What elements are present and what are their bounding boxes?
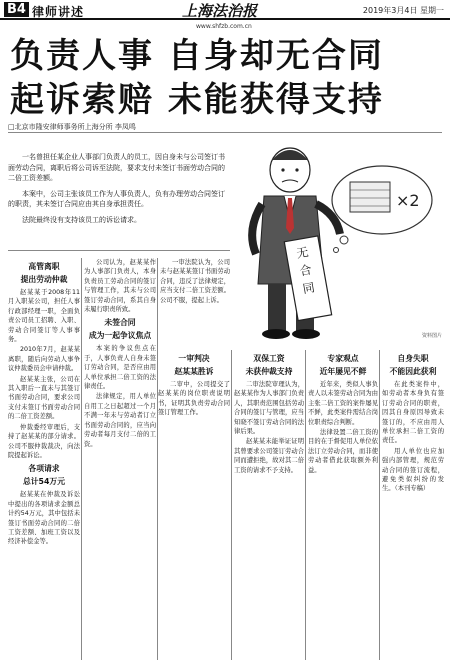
headline-line2: 起诉索赔 未能获得支持 (10, 80, 384, 120)
lead-paragraph: 本案中，公司主张该员工作为人事负责人，负有办理劳动合同签订的职责，其未签订合同应由其自身承担责任。 (8, 189, 225, 209)
subheading: 提出劳动仲裁 (20, 275, 68, 284)
body-paragraph: 二审中，公司提交了赵某某的岗位职责说明书，证明其负责劳动合同签订管理工作。 (158, 381, 230, 417)
subheading: 赵某某胜诉 (174, 367, 214, 376)
body-column-7 (382, 350, 444, 495)
body-column-6 (308, 350, 378, 476)
subheading: 各项请求 (28, 464, 60, 474)
column-divider (157, 258, 158, 660)
body-paragraph: 二审法院审理认为，赵某某作为人事部门负责人，其职责范围包括劳动合同的签订与管理，应当知晓不签订劳动合同的法律后果。 (234, 381, 304, 436)
issue-date: 2019年3月4日 星期一 (362, 6, 444, 15)
column-divider (305, 350, 306, 660)
column-divider (81, 258, 82, 660)
body-paragraph: 在此类案件中，如劳动者本身负有签订劳动合同的职责，因其自身原因导致未签订的，不应由用人单位承担二倍工资的责任。 (382, 381, 444, 445)
newspaper-masthead: 上海法治报 (182, 2, 258, 20)
column-divider (231, 350, 232, 660)
svg-text:×2: ×2 (396, 191, 420, 210)
lead-paragraph: 一名曾担任某企业人事部门负责人的员工，因自身未与公司签订书面劳动合同，离职后将公司诉至法院，要求支付未签订书面劳动合同的二倍工资差额。 (8, 153, 225, 183)
website-url: www.shfzb.com.cn (196, 23, 252, 30)
body-column-5 (234, 350, 304, 476)
subheading: 高管离职 (28, 262, 60, 271)
body-column-1 (8, 258, 80, 548)
lead-paragraph: 法院最终没有支持该员工的诉讼请求。 (22, 215, 141, 224)
headline-divider (8, 132, 442, 133)
body-paragraph: 赵某某在仲裁及诉讼中提出的各项请求金额总计约54万元，其中包括未签订书面劳动合同的二倍工资差额、加班工资以及经济补偿金等。 (8, 491, 80, 546)
subheading: 一审判决 (178, 354, 210, 363)
svg-text:合: 合 (298, 262, 313, 279)
subheading: 近年屡见不鲜 (319, 367, 367, 376)
body-paragraph: 仲裁委经审理后，支持了赵某某的部分请求。公司不服仲裁裁决，向法院提起诉讼。 (8, 423, 80, 459)
body-paragraph: 赵某某于2008年11月入职某公司，担任人事行政部经理一职，全面负责公司员工招聘、入职、劳动合同签订等人事事务。 (8, 289, 80, 344)
illustration-credit: 资料图片 (421, 333, 442, 339)
subheading: 不能因此获利 (389, 367, 437, 376)
body-paragraph: 公司认为，赵某某作为人事部门负责人，本身负责员工劳动合同的签订与管理工作，其未与公司签订劳动合同，系其自身未履行职责所致。 (84, 259, 156, 314)
subheading: 双保工资 (253, 354, 285, 363)
subheading: 专家观点 (327, 354, 359, 363)
body-column-2 (84, 258, 156, 450)
body-paragraph: 用人单位也应加强内部管理，规范劳动合同的签订流程，避免类似纠纷的发生。（本刊专稿） (382, 447, 444, 493)
headline-line1: 负责人事 自身却无合同 (10, 36, 384, 76)
subheading: 成为一起争议焦点 (88, 331, 152, 341)
body-paragraph: 法律设置二倍工资的目的在于督促用人单位依法订立劳动合同，而非使劳动者借此获取额外利益。 (308, 429, 378, 474)
byline: □北京市隆安律师事务所上海分所 李凤鸣 (8, 123, 136, 131)
page-number: B4 (4, 2, 29, 17)
body-column-3 (160, 258, 230, 344)
lead-divider (8, 250, 230, 251)
page-header (0, 0, 450, 20)
lead-paragraphs (8, 152, 230, 231)
section-name: 律师讲述 (32, 5, 85, 19)
svg-text:无: 无 (295, 244, 310, 261)
body-paragraph: 法律规定，用人单位自用工之日起超过一个月不满一年未与劳动者订立书面劳动合同的，应当向劳动者每月支付二倍的工资。 (84, 393, 156, 448)
body-paragraph: 一审法院认为，公司未与赵某某签订书面劳动合同，违反了法律规定，应当支付二倍工资差额。公司不服，提起上诉。 (160, 259, 230, 304)
subheading: 自身失职 (397, 354, 429, 363)
body-paragraph: 赵某某未能举证证明其曾要求公司签订劳动合同而遭拒绝，故对其二倍工资的请求不予支持。 (234, 438, 304, 474)
body-paragraph: 2010年7月，赵某某离职，随后向劳动人事争议仲裁委员会申请仲裁。 (8, 346, 80, 373)
subheading: 未签合同 (104, 318, 136, 328)
body-column-4 (158, 350, 230, 419)
body-paragraph: 本案的争议焦点在于，人事负责人自身未签订劳动合同，是否应由用人单位承担二倍工资的法律责任。 (84, 345, 156, 391)
subheading: 总计54万元 (22, 477, 66, 487)
column-divider (379, 350, 380, 660)
body-paragraph: 赵某某主张，公司在其入职后一直未与其签订书面劳动合同，要求公司支付未签订书面劳动合同的二倍工资差额。 (8, 375, 80, 421)
svg-text:同: 同 (301, 280, 316, 297)
subheading: 未获仲裁支持 (245, 367, 293, 376)
body-paragraph: 近年来，类似人事负责人以未签劳动合同为由主张二倍工资的案件屡见不鲜，此类案件需结合岗位职责综合判断。 (308, 381, 378, 426)
cartoon-illustration (232, 134, 446, 342)
